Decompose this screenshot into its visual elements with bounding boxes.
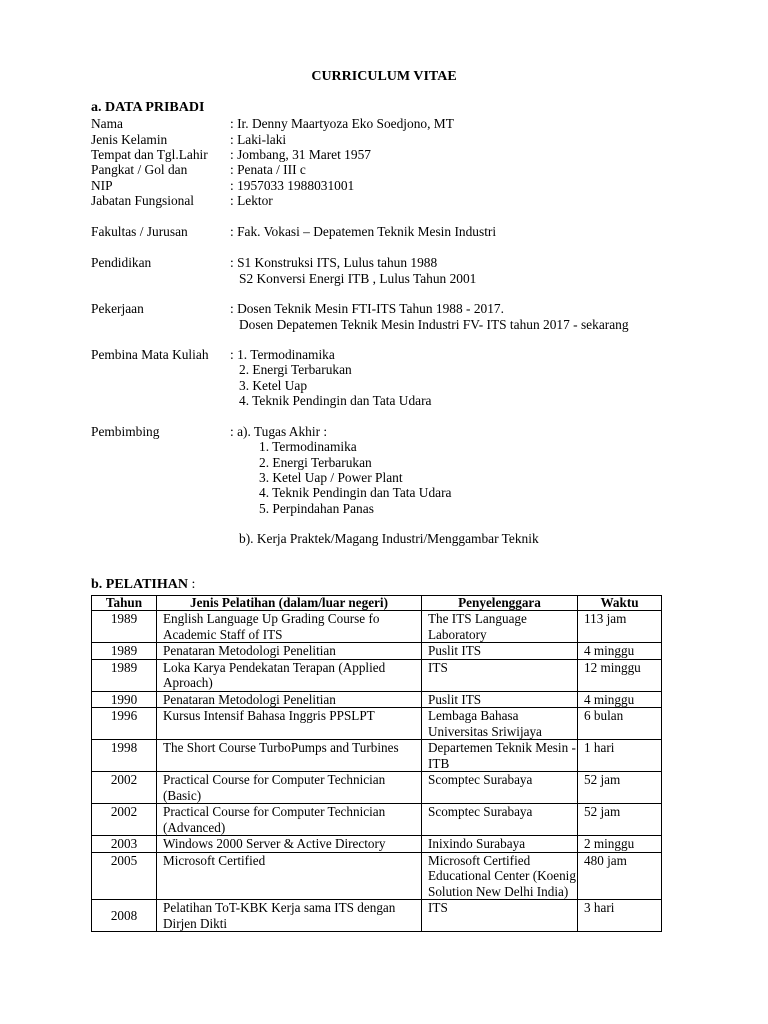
value-pekerjaan-2: Dosen Depatemen Teknik Mesin Industri FV- ITS tahun 2017 - sekarang — [239, 317, 629, 332]
value-pendidikan-1: : S1 Konstruksi ITS, Lulus tahun 1988 — [230, 255, 438, 270]
cell-organizer: ITS — [422, 900, 578, 932]
cell-year: 2008 — [92, 900, 157, 932]
label-jabatan: Jabatan Fungsional — [91, 193, 195, 208]
value-pembimbing-b: b). Kerja Praktek/Magang Industri/Menggambar Teknik — [239, 531, 539, 546]
cell-time: 52 jam — [578, 804, 662, 836]
header-tahun: Tahun — [92, 596, 157, 611]
cell-organizer: ITS — [422, 659, 578, 691]
header-penyelenggara: Penyelenggara — [422, 596, 578, 611]
cell-course: Penataran Metodologi Penelitian — [157, 691, 422, 708]
value-pembina-3: 3. Ketel Uap — [239, 378, 308, 393]
value-pangkat: : Penata / III c — [230, 162, 306, 177]
document-title: CURRICULUM VITAE — [311, 69, 457, 84]
cell-organizer: Scomptec Surabaya — [422, 772, 578, 804]
table-row — [92, 708, 662, 740]
cell-course: Penataran Metodologi Penelitian — [157, 643, 422, 660]
table-row — [92, 772, 662, 804]
cell-organizer: Scomptec Surabaya — [422, 804, 578, 836]
header-jenis-pelatihan: Jenis Pelatihan (dalam/luar negeri) — [157, 596, 422, 611]
table-row — [92, 900, 662, 932]
cell-organizer: Inixindo Surabaya — [422, 836, 578, 853]
cell-course: English Language Up Grading Course fo Academic Staff of ITS — [157, 611, 422, 643]
label-pembina: Pembina Mata Kuliah — [91, 347, 209, 362]
cell-year: 2002 — [92, 772, 157, 804]
table-row — [92, 804, 662, 836]
value-pembimbing-a: : a). Tugas Akhir : — [230, 424, 328, 439]
label-pekerjaan: Pekerjaan — [91, 301, 144, 316]
value-pekerjaan-1: : Dosen Teknik Mesin FTI-ITS Tahun 1988 - 2017. — [230, 301, 504, 316]
cell-organizer: Puslit ITS — [422, 691, 578, 708]
value-jenis-kelamin: : Laki-laki — [230, 132, 287, 147]
tugas-akhir-item: 5. Perpindahan Panas — [259, 501, 374, 516]
cell-time: 4 minggu — [578, 643, 662, 660]
table-row — [92, 852, 662, 900]
tugas-akhir-item: 2. Energi Terbarukan — [259, 455, 372, 470]
cell-course: Loka Karya Pendekatan Terapan (Applied Aproach) — [157, 659, 422, 691]
cell-organizer: Microsoft Certified Educational Center (Koenig Solution New Delhi India) — [422, 852, 578, 900]
table-row — [92, 691, 662, 708]
cell-time: 480 jam — [578, 852, 662, 900]
value-pembina-2: 2. Energi Terbarukan — [239, 362, 352, 377]
cell-year: 1989 — [92, 611, 157, 643]
cell-year: 2002 — [92, 804, 157, 836]
cell-time: 1 hari — [578, 740, 662, 772]
value-fakultas: : Fak. Vokasi – Depatemen Teknik Mesin Industri — [230, 224, 497, 239]
value-nama: : Ir. Denny Maartyoza Eko Soedjono, MT — [230, 116, 454, 131]
cell-course: Practical Course for Computer Technician (Advanced) — [157, 804, 422, 836]
section-a-heading: a. DATA PRIBADI — [91, 100, 205, 115]
cell-course: Microsoft Certified — [157, 852, 422, 900]
cell-year: 2005 — [92, 852, 157, 900]
value-pembina-1: : 1. Termodinamika — [230, 347, 335, 362]
table-header-row — [92, 596, 662, 611]
section-b-title: b. PELATIHAN — [91, 577, 188, 592]
cell-time: 2 minggu — [578, 836, 662, 853]
label-fakultas: Fakultas / Jurusan — [91, 224, 188, 239]
cell-organizer: Lembaga Bahasa Universitas Sriwijaya — [422, 708, 578, 740]
cell-organizer: Puslit ITS — [422, 643, 578, 660]
cell-time: 52 jam — [578, 772, 662, 804]
cell-year: 1990 — [92, 691, 157, 708]
table-row — [92, 611, 662, 643]
table-row — [92, 643, 662, 660]
value-pendidikan-2: S2 Konversi Energi ITB , Lulus Tahun 2001 — [239, 271, 477, 286]
training-table — [91, 595, 662, 932]
cell-course: The Short Course TurboPumps and Turbines — [157, 740, 422, 772]
section-b-heading — [91, 577, 195, 593]
tugas-akhir-item: 1. Termodinamika — [259, 439, 357, 454]
table-row — [92, 836, 662, 853]
value-jabatan: : Lektor — [230, 193, 273, 208]
tugas-akhir-item: 4. Teknik Pendingin dan Tata Udara — [259, 485, 452, 500]
label-jenis-kelamin: Jenis Kelamin — [91, 132, 168, 147]
value-tempat-tgl-lahir: : Jombang, 31 Maret 1957 — [230, 147, 371, 162]
table-row — [92, 659, 662, 691]
cell-time: 113 jam — [578, 611, 662, 643]
label-tempat-tgl-lahir: Tempat dan Tgl.Lahir — [91, 147, 208, 162]
value-pembina-4: 4. Teknik Pendingin dan Tata Udara — [239, 393, 432, 408]
cell-time: 3 hari — [578, 900, 662, 932]
cell-time: 4 minggu — [578, 691, 662, 708]
cell-year: 1996 — [92, 708, 157, 740]
table-row — [92, 740, 662, 772]
label-pembimbing: Pembimbing — [91, 424, 160, 439]
value-nip: : 1957033 1988031001 — [230, 178, 355, 193]
cell-time: 6 bulan — [578, 708, 662, 740]
cell-course: Practical Course for Computer Technician (Basic) — [157, 772, 422, 804]
tugas-akhir-item: 3. Ketel Uap / Power Plant — [259, 470, 403, 485]
cell-year: 1998 — [92, 740, 157, 772]
label-nama: Nama — [91, 116, 123, 131]
cell-year: 2003 — [92, 836, 157, 853]
label-nip: NIP — [91, 178, 113, 193]
cell-year: 1989 — [92, 659, 157, 691]
cell-time: 12 minggu — [578, 659, 662, 691]
header-waktu: Waktu — [578, 596, 662, 611]
cell-course: Windows 2000 Server & Active Directory — [157, 836, 422, 853]
cell-organizer: The ITS Language Laboratory — [422, 611, 578, 643]
section-b-colon: : — [187, 577, 196, 592]
cell-year: 1989 — [92, 643, 157, 660]
label-pendidikan: Pendidikan — [91, 255, 152, 270]
cell-course: Pelatihan ToT-KBK Kerja sama ITS dengan Dirjen Dikti — [157, 900, 422, 932]
cell-course: Kursus Intensif Bahasa Inggris PPSLPT — [157, 708, 422, 740]
label-pangkat: Pangkat / Gol dan — [91, 162, 188, 177]
cell-organizer: Departemen Teknik Mesin - ITB — [422, 740, 578, 772]
